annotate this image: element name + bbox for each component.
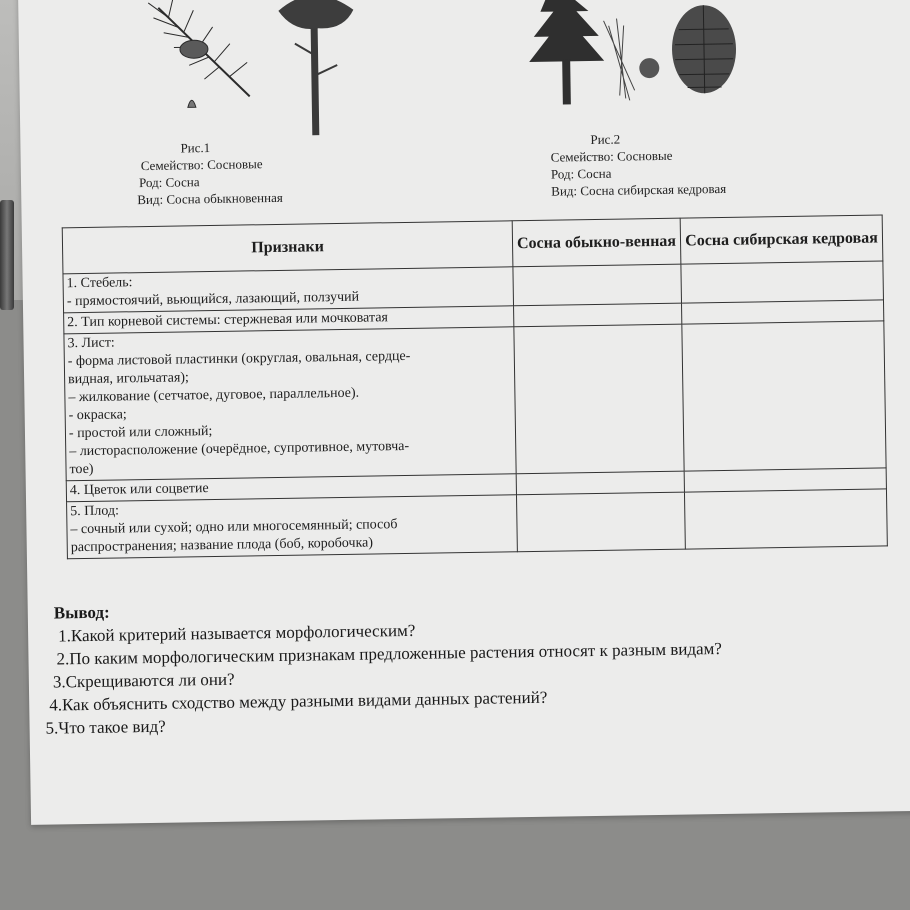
- figure-1-species: Вид: Сосна обыкновенная: [137, 189, 283, 208]
- figure-2-caption: [550, 129, 726, 200]
- figure-1-genus: Род: Сосна: [138, 174, 200, 191]
- trait-line: 1. Стебель:: [66, 275, 133, 292]
- trait-line: 5. Плод:: [70, 503, 120, 520]
- question-item: 2.По каким морфологическим признакам предложенные растения относят к разным видам?: [56, 639, 723, 669]
- figure-1-family: Семейство: Сосновые: [140, 156, 263, 174]
- header-traits: Признаки: [62, 221, 513, 274]
- question-item: 3.Скрещиваются ли они?: [52, 669, 235, 692]
- trait-line: распространения; название плода (боб, коробочка): [70, 535, 374, 556]
- figure-2-number: Рис.2: [590, 131, 621, 148]
- trait-line: видная, игольчатая);: [68, 370, 189, 388]
- trait-fruit: [67, 495, 518, 559]
- table-row: [67, 489, 888, 559]
- trait-line: - окраска;: [68, 407, 127, 424]
- answer-cell[interactable]: [681, 261, 884, 303]
- figure-2-genus: Род: Сосна: [550, 165, 612, 182]
- question-item: 1.Какой критерий называется морфологическим?: [58, 620, 416, 646]
- figure-1-number: Рис.1: [180, 140, 211, 156]
- answer-cell[interactable]: [514, 303, 682, 327]
- siberian-pine-illustration: [498, 0, 740, 112]
- traits-table: [62, 214, 888, 559]
- trait-line: 3. Лист:: [67, 335, 115, 352]
- trait-line: – сочный или сухой; одно или многосемянный; способ: [70, 517, 398, 538]
- header-siberian-pine: Сосна сибирская кедровая: [680, 215, 883, 264]
- worksheet-page: [18, 0, 910, 825]
- answer-cell[interactable]: [682, 321, 886, 471]
- answer-cell[interactable]: [516, 471, 684, 495]
- scots-pine-illustration: [138, 0, 360, 138]
- trait-line: тое): [69, 461, 94, 478]
- trait-leaf: [64, 327, 516, 481]
- answer-cell[interactable]: [514, 324, 684, 474]
- conclusion-section: [38, 588, 900, 739]
- trait-line: - форма листовой пластинки (округлая, овальная, сердце-: [67, 348, 411, 370]
- figure-1-caption: [130, 138, 283, 208]
- question-item: 4.Как объяснить сходство между разными видами данных растений?: [49, 687, 548, 715]
- answer-cell[interactable]: [513, 264, 682, 306]
- table-row: [64, 321, 886, 481]
- answer-cell[interactable]: [684, 489, 887, 549]
- trait-line: – листорасположение (очерёдное, супротивное, мутовча-: [69, 438, 410, 460]
- trait-line: 4. Цветок или соцветие: [69, 481, 209, 499]
- header-scots-pine: Сосна обыкно-венная: [512, 218, 681, 267]
- trait-line: 2. Тип корневой системы: стержневая или мочковатая: [67, 310, 389, 331]
- pen: [0, 200, 14, 310]
- figure-2-species: Вид: Сосна сибирская кедровая: [551, 180, 727, 199]
- figure-2-family: Семейство: Сосновые: [550, 147, 673, 165]
- conclusion-title: Вывод:: [53, 602, 110, 623]
- trait-line: - простой или сложный;: [68, 424, 213, 442]
- question-item: 5.Что такое вид?: [45, 716, 166, 738]
- trait-line: – жилкование (сетчатое, дуговое, параллельное).: [68, 385, 360, 406]
- answer-cell[interactable]: [516, 492, 685, 552]
- trait-line: - прямостоячий, вьющийся, лазающий, ползучий: [66, 289, 360, 310]
